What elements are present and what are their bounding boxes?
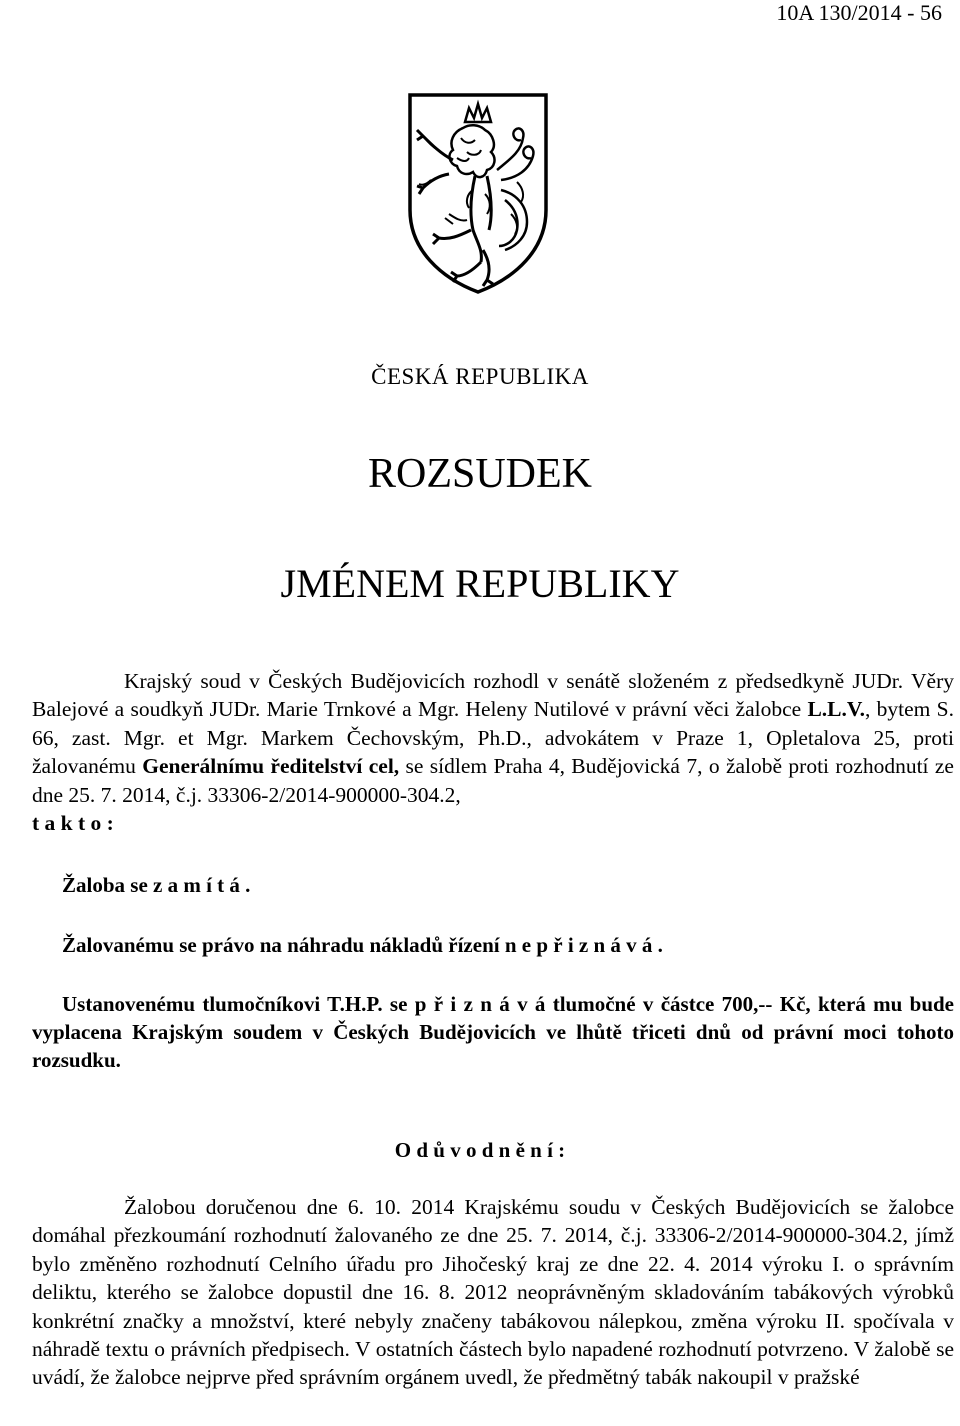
takto-label: t a k t o : <box>32 811 114 836</box>
reasoning-text: Žalobou doručenou dne 6. 10. 2014 Krajskému soudu v Českých Budějovicích se žalobce domáhal přezkoumání rozhodnutí žalovaného ze dne 25. 7. 2014, č.j. 33306-2/2014-900000-304.2, jímž bylo změněno rozhodnutí Celního úřadu pro Jihočeský kraj ze dne 22. 4. 2014 výroku I. o správním deliktu, kterého se žalobce dopustil dne 16. 8. 2012 neoprávněným skladováním tabákových výrobků konkrétní značky a množství, které nebyly značeny tabákovou nálepkou, změna výroku II. spočívala v náhradě textu o právních předpisech. V ostatních částech bylo napadené rozhodnutí potvrzeno. V žalobě se uvádí, že žalobce nejprve před správním orgánem uvedl, že předmětný tabák nakoupil v pražské <box>32 1195 954 1390</box>
country-heading: ČESKÁ REPUBLIKA <box>371 364 589 389</box>
reasoning-paragraph <box>32 1193 954 1392</box>
czech-coat-of-arms-icon <box>405 90 551 295</box>
verdict-item-1: Žaloba se z a m í t á . <box>62 873 251 897</box>
intro-text-2: , bytem S. 66, zast. Mgr. et Mgr. Markem Čechovským, Ph.D., advokátem v Praze 1, Opletalova 25, proti žalovanému <box>32 697 954 779</box>
document-type: ROZSUDEK <box>367 451 592 497</box>
verdict-item-3: Ustanovenému tlumočníkovi T.H.P. se p ř i z n á v á tlumočné v částce 700,-- Kč, která mu bude vyplacena Krajským soudem v Českých Budějovicích ve lhůtě třiceti dnů od právní moci tohoto rozsudku. <box>32 992 954 1072</box>
reasoning-heading: O d ů v o d n ě n í : <box>394 1138 566 1162</box>
intro-text-1: Krajský soud v Českých Budějovicích rozhodl v senátě složeném z předsedkyně JUDr. Věry Balejové a soudkyň JUDr. Marie Trnkové a Mgr. Heleny Nutilové v právní věci žalobce <box>32 669 954 722</box>
intro-paragraph <box>32 667 954 837</box>
defendant-name: Generálnímu ředitelství cel, <box>142 754 400 779</box>
plaintiff-name: L.L.V. <box>807 697 866 722</box>
intro-text-3: se sídlem Praha 4, Budějovická 7, o žalobě proti rozhodnutí ze dne 25. 7. 2014, č.j. 33306-2/2014-900000-304.2, <box>32 754 954 807</box>
case-reference: 10A 130/2014 - 56 <box>776 0 942 25</box>
document-subtitle: JMÉNEM REPUBLIKY <box>280 561 680 606</box>
verdict-item-2: Žalovanému se právo na náhradu nákladů řízení n e p ř i z n á v á . <box>62 933 663 957</box>
